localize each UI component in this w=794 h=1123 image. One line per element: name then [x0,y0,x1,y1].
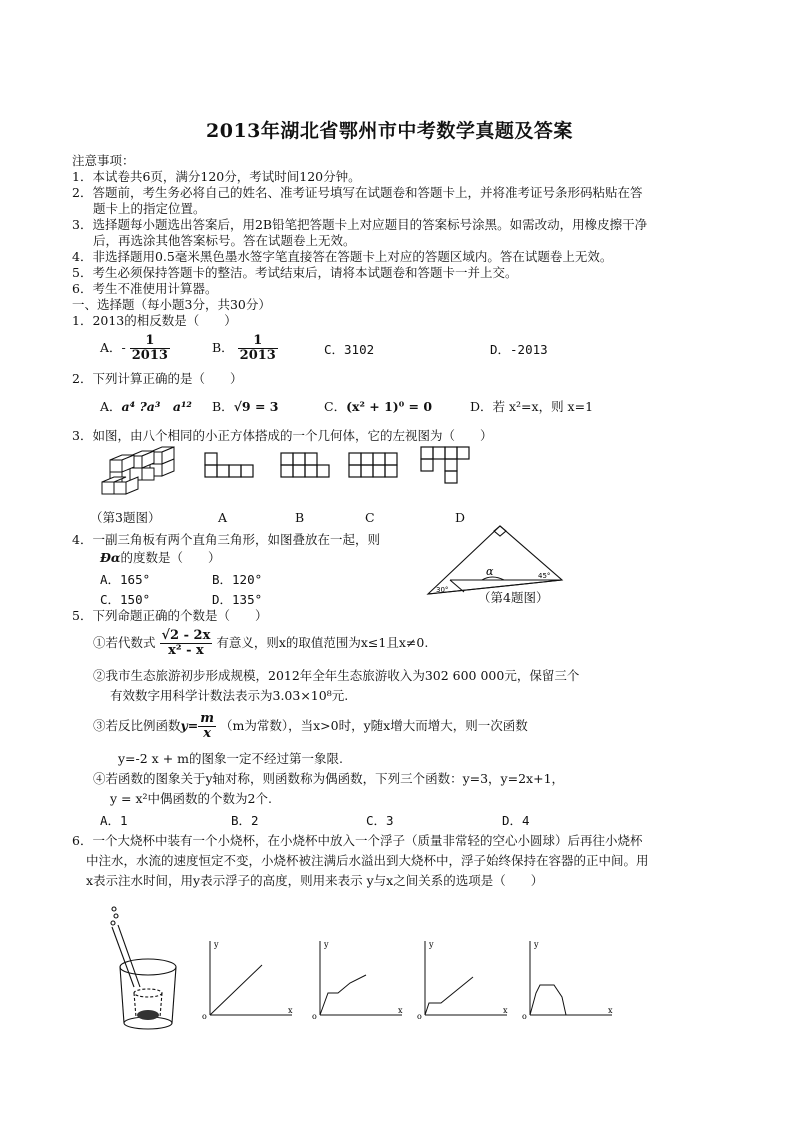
origin-label: o [202,1012,207,1021]
q2-b-label: B． [212,399,234,414]
q4-option-a: A．165° [100,572,151,587]
origin-label: o [417,1012,422,1021]
beaker-figure [100,905,195,1035]
q5-proposition-3-cont: y=-2 x + m的图象一定不经过第一象限. [118,751,343,766]
origin-label: o [522,1012,527,1021]
q5-proposition-4-cont: y = x²中偶函数的个数为2个. [110,791,272,806]
question-1-stem: 1．2013的相反数是（ ） [72,313,237,328]
notice-heading: 注意事项： [72,153,135,168]
p3-post: （m为常数），当x>0时，y随x增大而增大，则一次函数 [220,718,528,733]
notice-item: 1．本试卷共6页，满分120分，考试时间120分钟。 [72,169,361,184]
q5-option-a: A．1 [100,813,128,828]
q3-cube-figure [100,446,175,498]
q3-option-a-figure [204,452,256,482]
question-6-line-2: 中注水，水流的速度恒定不变，小烧杯被注满后水溢出到大烧杯中，浮子始终保持在容器的正中间。用 [86,853,649,868]
question-5-stem: 5．下列命题正确的个数是（ ） [72,608,268,623]
q1-option-a [100,334,170,363]
notice-item: 3．选择题每小题选出答案后，用2B铅笔把答题卡上对应题目的答案标号涂黑。如需改动，用橡皮擦干净 [72,217,648,232]
q5-proposition-4: ④若函数的图象关于y轴对称，则函数称为偶函数，下列三个函数：y=3，y=2x+1， [93,771,565,786]
p1-fraction [160,629,213,658]
origin-label: o [312,1012,317,1021]
p3-fraction [198,712,216,741]
notice-item: 5．考生必须保持答题卡的整洁。考试结束后，请将本试题卷和答题卡一并上交。 [72,265,518,280]
q3-option-d-figure [420,446,472,490]
x-axis-label: x [398,1006,403,1015]
fraction-numerator: 1 [238,334,278,349]
alpha-label: α [486,565,494,578]
fraction-denominator: 2013 [239,348,276,363]
q4-caption: （第4题图） [478,590,549,605]
q2-option-d: D．若 x²=x，则 x=1 [470,399,594,414]
q2-c-label: C． [324,399,347,414]
fraction-numerator: √2 - 2x [161,628,211,643]
graph-option-c [415,935,515,1025]
page-title: 2013年湖北省鄂州市中考数学真题及答案 [206,120,573,142]
q3-caption: （第3题图） [90,510,161,525]
q2-option-a [100,399,192,415]
p1-post: 有意义，则x的取值范围为x≤1且x≠0. [216,635,429,650]
question-6-line-3: x表示注水时间，用y表示浮子的高度，则用来表示 y与x之间关系的选项是（ ） [86,873,544,888]
q1-option-b [212,334,278,363]
q4-option-b: B．120° [212,572,263,587]
notice-item: 题卡上的指定位置。 [93,201,206,216]
question-6-line-1: 6．一个大烧杯中装有一个小烧杯，在小烧杯中放入一个浮子（质量非常轻的空心小圆球）后再往小烧杯 [72,833,643,848]
q5-proposition-1 [93,628,428,658]
q3-label-b: B [295,510,305,525]
question-4-stem-2 [100,550,221,566]
fraction-numerator: m [200,711,215,726]
q2-a-expr: a⁴ ?a³ a¹² [121,399,192,414]
x-axis-label: x [288,1006,293,1015]
question-4-stem: 4．一副三角板有两个直角三角形，如图叠放在一起，则 [72,532,380,547]
q3-option-b-figure [280,452,332,482]
q3-label-c: C [365,510,375,525]
fraction-denominator: x² - x [168,643,204,658]
section-heading: 一、选择题（每小题3分，共30分） [72,297,271,312]
angle-30-label: 30° [436,586,449,594]
q1-a-fraction [130,334,170,363]
angle-45-label: 45° [538,572,551,580]
q1-option-c: C．3102 [324,342,375,357]
q2-option-b [212,399,278,415]
y-axis-label: y [429,940,434,949]
q3-label-d: D [455,510,466,525]
p1-pre: ①若代数式 [93,635,156,650]
q5-proposition-2: ②我市生态旅游初步形成规模，2012年全年生态旅游收入为302 600 000元，保留三个 [93,668,580,683]
q4-stem-text: 的度数是（ ） [120,550,221,565]
q1-b-fraction [238,334,278,363]
p3-y: y= [180,718,199,733]
p3-pre: ③若反比例函数 [93,718,181,733]
fraction-denominator: x [203,726,212,741]
graph-option-a [200,935,300,1025]
question-2-stem: 2．下列计算正确的是（ ） [72,371,243,386]
q2-c-expr: (x² + 1)⁰ = 0 [346,399,433,414]
q2-b-expr: √9 = 3 [233,399,279,414]
question-3-stem: 3．如图，由八个相同的小正方体搭成的一个几何体，它的左视图为（ ） [72,428,493,443]
q4-option-c: C．150° [100,592,151,607]
graph-option-d [520,935,620,1025]
y-axis-label: y [214,940,219,949]
q5-option-b: B．2 [231,813,259,828]
alpha-symbol: Ðα [100,550,121,565]
q3-option-c-figure [348,452,402,482]
y-axis-label: y [324,940,329,949]
x-axis-label: x [608,1006,613,1015]
q2-option-c [324,399,432,415]
notice-item: 2．答题前，考生务必将自己的姓名、准考证号填写在试题卷和答题卡上，并将准考证号条形码粘贴在答 [72,185,643,200]
q1-b-label: B． [212,340,234,355]
q4-triangle-figure [420,520,570,600]
q1-option-d: D．-2013 [490,342,548,357]
q3-label-a: A [218,510,228,525]
q2-a-label: A． [100,399,122,414]
fraction-numerator: 1 [130,334,170,349]
q1-a-label: A．- [100,340,126,355]
y-axis-label: y [534,940,539,949]
q5-option-c: C．3 [366,813,394,828]
q5-proposition-2-cont: 有效数字用科学计数法表示为3.03×10⁸元. [110,688,349,703]
q4-option-d: D．135° [212,592,263,607]
notice-item: 后，再选涂其他答案标号。答在试题卷上无效。 [93,233,356,248]
graph-option-b [310,935,410,1025]
q5-option-d: D．4 [502,813,530,828]
notice-item: 6．考生不准使用计算器。 [72,281,218,296]
fraction-denominator: 2013 [131,348,168,363]
notice-item: 4．非选择题用0.5毫米黑色墨水签字笔直接答在答题卡上对应的答题区域内。答在试题卷上无效。 [72,249,613,264]
x-axis-label: x [503,1006,508,1015]
q5-proposition-3 [93,711,528,741]
